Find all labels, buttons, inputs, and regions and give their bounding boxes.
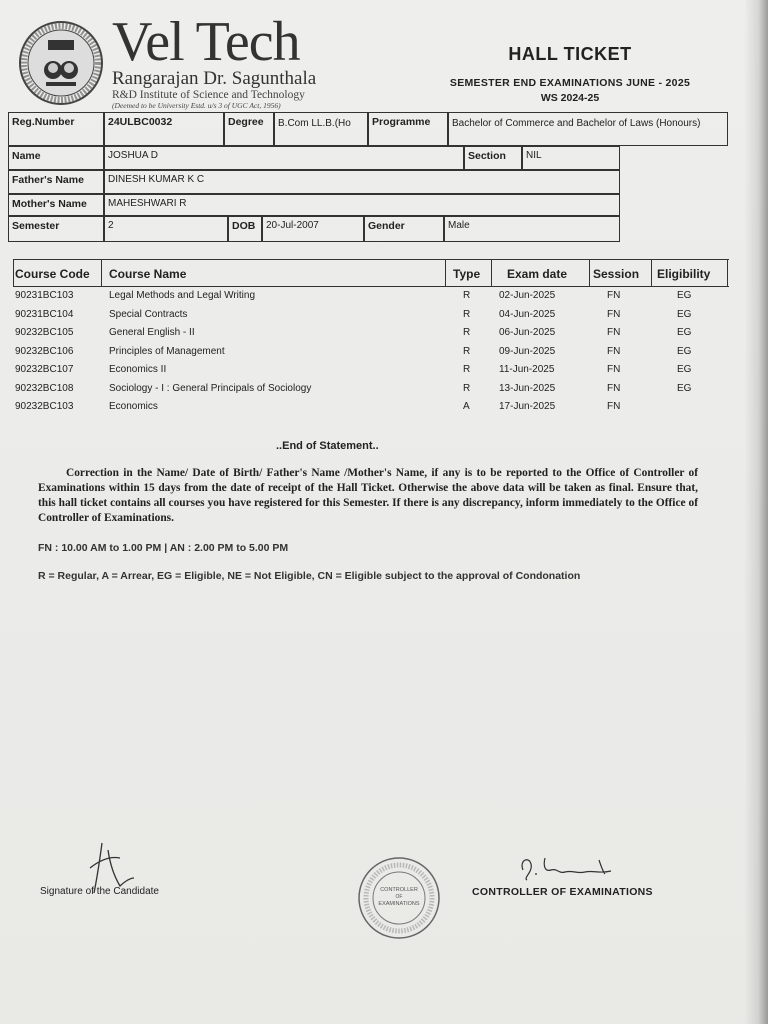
mother-name-label: Mother's Name: [8, 194, 104, 216]
course-code-cell: 90232BC107: [15, 364, 74, 375]
course-name-cell: Economics: [109, 401, 158, 412]
student-info-grid: [8, 112, 728, 242]
course-code-cell: 90232BC103: [15, 401, 74, 412]
reg-number-label: Reg.Number: [8, 112, 104, 146]
table-row: [13, 361, 729, 380]
course-rows: [13, 287, 729, 417]
table-row: [13, 287, 729, 306]
father-name-label: Father's Name: [8, 170, 104, 194]
eligibility-cell: EG: [677, 308, 692, 320]
table-row: [13, 324, 729, 343]
exam-date-cell: 09-Jun-2025: [499, 345, 556, 357]
svg-text:CONTROLLER: CONTROLLER: [380, 887, 418, 893]
course-code-cell: 90231BC104: [15, 308, 74, 320]
degree-value: B.Com LL.B.(Ho: [274, 112, 368, 146]
controller-signature-mark: [515, 850, 635, 885]
end-of-statement: ..End of Statement..: [276, 440, 379, 452]
course-type-cell: A: [463, 401, 470, 412]
course-code-cell: 90232BC105: [15, 327, 74, 338]
ticket-title: HALL TICKET: [508, 44, 632, 64]
session-cell: FN: [607, 364, 621, 375]
eligibility-cell: EG: [677, 290, 692, 301]
course-code-cell: 90232BC108: [15, 382, 74, 394]
gender-value: Male: [444, 216, 620, 242]
controller-seal: [356, 855, 442, 941]
header-course-code: Course Code: [15, 267, 90, 281]
ticket-heading: [420, 44, 720, 104]
course-type-cell: R: [463, 327, 471, 338]
institution-line3: (Deemed to be University Estd. u/s 3 of UGC Act, 1956): [112, 101, 281, 110]
course-name-cell: Principles of Management: [109, 345, 225, 357]
mother-name-value: MAHESHWARI R: [104, 194, 620, 216]
session-cell: FN: [607, 327, 621, 338]
svg-text:OF: OF: [395, 894, 403, 900]
table-row: [13, 343, 729, 362]
institution-subtitle: Rangarajan Dr. Sagunthala: [112, 68, 317, 89]
page-edge-shadow: [744, 0, 768, 1024]
semester-label: Semester: [8, 216, 104, 242]
course-table-header: [13, 259, 729, 287]
programme-value: Bachelor of Commerce and Bachelor of Laws (Honours): [448, 112, 728, 146]
exam-date-cell: 04-Jun-2025: [499, 308, 556, 320]
course-code-cell: 90232BC106: [15, 345, 74, 357]
course-type-cell: R: [463, 308, 471, 320]
table-row: [13, 398, 729, 417]
course-type-cell: R: [463, 290, 471, 301]
course-name-cell: Sociology - I : General Principals of Sociology: [109, 382, 312, 394]
section-value: NIL: [522, 146, 620, 170]
university-logo: [18, 20, 104, 106]
exam-date-cell: 13-Jun-2025: [499, 382, 556, 394]
degree-label: Degree: [224, 112, 274, 146]
correction-note: Correction in the Name/ Date of Birth/ Father's Name /Mother's Name, if any is to be reported to the Office of Controller of Examinations within 15 days from the date of receipt of the Hall Ticket. Otherwise the above data will be taken as final. Ensure that, this hall ticket contains all courses you have registered for this Semester. If there is any discrepancy, inform immediately to the Office of Controller of Examinations.: [38, 467, 698, 524]
course-name-cell: Legal Methods and Legal Writing: [109, 290, 256, 301]
semester-value: 2: [104, 216, 228, 242]
session-cell: FN: [607, 401, 621, 412]
course-name-cell: General English - II: [109, 327, 195, 338]
header-type: Type: [453, 267, 481, 281]
programme-label: Programme: [368, 112, 448, 146]
institution-name: Vel Tech: [112, 11, 300, 73]
course-type-cell: R: [463, 382, 471, 394]
eligibility-cell: EG: [677, 364, 692, 375]
header-exam-date: Exam date: [507, 267, 568, 281]
course-code-cell: 90231BC103: [15, 290, 74, 301]
institution-brand: [112, 11, 317, 110]
exam-date-cell: 06-Jun-2025: [499, 327, 556, 338]
table-row: [13, 306, 729, 325]
name-value: JOSHUA D: [104, 146, 464, 170]
dob-label: DOB: [228, 216, 262, 242]
table-row: [13, 380, 729, 399]
dob-value: 20-Jul-2007: [262, 216, 364, 242]
eligibility-cell: EG: [677, 345, 692, 357]
exam-date-cell: 02-Jun-2025: [499, 290, 556, 301]
gender-label: Gender: [364, 216, 444, 242]
course-name-cell: Economics II: [109, 364, 167, 375]
svg-text:EXAMINATIONS: EXAMINATIONS: [378, 901, 420, 907]
exam-date-cell: 11-Jun-2025: [499, 364, 555, 375]
session-cell: FN: [607, 345, 621, 357]
session-cell: FN: [607, 290, 621, 301]
reg-number-value: 24ULBC0032: [104, 112, 224, 146]
exam-date-cell: 17-Jun-2025: [499, 401, 556, 412]
controller-of-examinations-label: CONTROLLER OF EXAMINATIONS: [472, 886, 653, 898]
abbreviation-legend: R = Regular, A = Arrear, EG = Eligible, NE = Not Eligible, CN = Eligible subject to the approval of Condonation: [38, 570, 581, 582]
course-table: [13, 259, 729, 417]
course-type-cell: R: [463, 364, 471, 375]
exam-title: SEMESTER END EXAMINATIONS JUNE - 2025: [449, 77, 691, 89]
father-name-value: DINESH KUMAR K C: [104, 170, 620, 194]
header-eligibility: Eligibility: [657, 267, 711, 281]
header-session: Session: [593, 267, 640, 281]
name-label: Name: [8, 146, 104, 170]
exam-session: WS 2024-25: [540, 92, 600, 104]
course-name-cell: Special Contracts: [109, 308, 188, 320]
eligibility-cell: EG: [677, 382, 692, 394]
institution-line2: R&D Institute of Science and Technology: [112, 89, 305, 101]
session-cell: FN: [607, 382, 621, 394]
eligibility-cell: EG: [677, 327, 692, 338]
course-type-cell: R: [463, 345, 471, 357]
section-label: Section: [464, 146, 522, 170]
exam-timings: FN : 10.00 AM to 1.00 PM | AN : 2.00 PM to 5.00 PM: [38, 542, 289, 554]
header-course-name: Course Name: [109, 267, 187, 281]
candidate-signature-label: Signature of the Candidate: [40, 886, 159, 897]
session-cell: FN: [607, 308, 621, 320]
